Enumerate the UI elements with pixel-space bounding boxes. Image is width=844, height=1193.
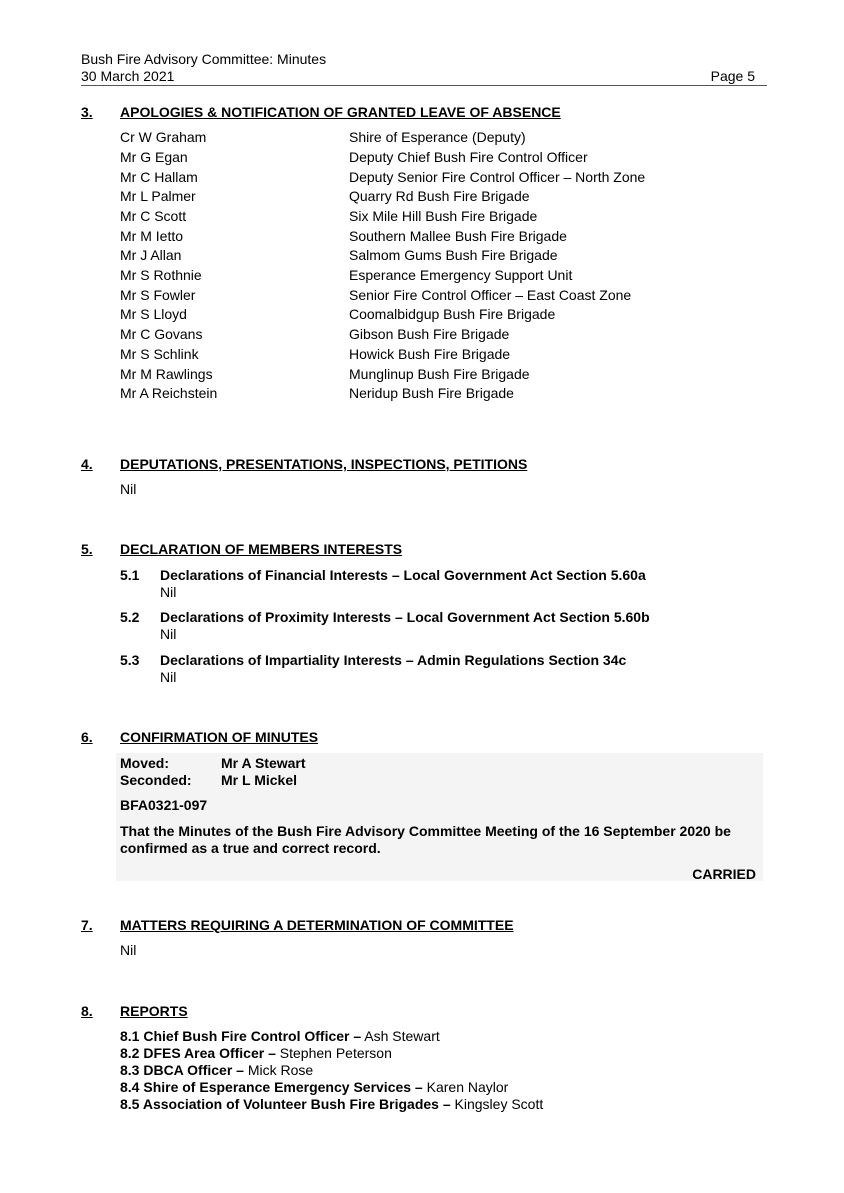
apology-role: Esperance Emergency Support Unit: [349, 267, 573, 283]
declaration-value: Nil: [160, 584, 177, 600]
header-divider: [81, 85, 767, 86]
apology-role: Senior Fire Control Officer – East Coast Zone: [349, 287, 632, 303]
apology-role: Deputy Chief Bush Fire Control Officer: [349, 149, 588, 165]
apology-role: Salmom Gums Bush Fire Brigade: [349, 247, 558, 263]
declaration-title: Declarations of Financial Interests – Local Government Act Section 5.60a: [160, 567, 646, 583]
report-person: Kingsley Scott: [454, 1096, 544, 1112]
apology-role: Shire of Esperance (Deputy): [349, 129, 526, 145]
apology-role: Quarry Rd Bush Fire Brigade: [349, 188, 530, 204]
report-label: 8.4 Shire of Esperance Emergency Services –: [120, 1079, 423, 1095]
apology-role: Southern Mallee Bush Fire Brigade: [349, 228, 567, 244]
section-7-body: Nil: [120, 942, 137, 958]
report-item: [120, 1096, 543, 1113]
declaration-number: 5.3: [120, 652, 140, 668]
apology-name: Mr G Egan: [120, 149, 188, 165]
apology-role: Deputy Senior Fire Control Officer – North Zone: [349, 169, 646, 185]
section-6-title: CONFIRMATION OF MINUTES: [120, 729, 319, 745]
report-person: Ash Stewart: [364, 1028, 440, 1044]
apology-name: Mr S Fowler: [120, 287, 196, 303]
declaration-value: Nil: [160, 626, 177, 642]
section-3-number: 3.: [81, 104, 93, 120]
apology-name: Mr S Rothnie: [120, 267, 202, 283]
meeting-date: 30 March 2021: [81, 68, 175, 84]
declaration-number: 5.1: [120, 567, 140, 583]
page-number: Page 5: [710, 68, 755, 84]
apology-role: Coomalbidgup Bush Fire Brigade: [349, 306, 556, 322]
report-label: 8.3 DBCA Officer –: [120, 1062, 244, 1078]
apology-role: Munglinup Bush Fire Brigade: [349, 366, 530, 382]
report-person: Karen Naylor: [426, 1079, 509, 1095]
apology-name: Mr L Palmer: [120, 188, 196, 204]
apology-name: Mr J Allan: [120, 247, 182, 263]
document-title: Bush Fire Advisory Committee: Minutes: [81, 51, 327, 67]
section-4-title: DEPUTATIONS, PRESENTATIONS, INSPECTIONS, PETITIONS: [120, 456, 528, 472]
apology-name: Mr S Lloyd: [120, 306, 187, 322]
report-item: [120, 1045, 392, 1062]
moved-value: Mr A Stewart: [221, 755, 306, 771]
section-5-title: DECLARATION OF MEMBERS INTERESTS: [120, 541, 403, 557]
report-item: [120, 1079, 508, 1096]
section-4-body: Nil: [120, 481, 137, 497]
moved-label: Moved:: [120, 755, 169, 771]
apology-name: Mr A Reichstein: [120, 385, 218, 401]
apology-name: Mr C Scott: [120, 208, 187, 224]
section-8-number: 8.: [81, 1003, 93, 1019]
section-5-number: 5.: [81, 541, 93, 557]
apology-role: Gibson Bush Fire Brigade: [349, 326, 510, 342]
declaration-value: Nil: [160, 669, 177, 685]
seconded-label: Seconded:: [120, 772, 192, 788]
declaration-title: Declarations of Impartiality Interests – Admin Regulations Section 34c: [160, 652, 627, 668]
report-label: 8.1 Chief Bush Fire Control Officer –: [120, 1028, 362, 1044]
apology-role: Neridup Bush Fire Brigade: [349, 385, 514, 401]
section-8-title: REPORTS: [120, 1003, 188, 1019]
section-7-number: 7.: [81, 917, 93, 933]
resolution-reference: BFA0321-097: [120, 797, 208, 813]
report-person: Stephen Peterson: [279, 1045, 392, 1061]
apology-name: Cr W Graham: [120, 129, 207, 145]
section-3-title: APOLOGIES & NOTIFICATION OF GRANTED LEAVE OF ABSENCE: [120, 104, 561, 120]
declaration-number: 5.2: [120, 609, 140, 625]
section-7-title: MATTERS REQUIRING A DETERMINATION OF COMMITTEE: [120, 917, 514, 933]
apology-name: Mr C Hallam: [120, 169, 198, 185]
apology-role: Howick Bush Fire Brigade: [349, 346, 511, 362]
report-label: 8.5 Association of Volunteer Bush Fire Brigades –: [120, 1096, 451, 1112]
declaration-title: Declarations of Proximity Interests – Local Government Act Section 5.60b: [160, 609, 650, 625]
seconded-value: Mr L Mickel: [221, 772, 297, 788]
apology-name: Mr M Ietto: [120, 228, 184, 244]
section-6-number: 6.: [81, 729, 93, 745]
report-person: Mick Rose: [247, 1062, 314, 1078]
motion-result: CARRIED: [692, 866, 756, 882]
page-header: [81, 51, 767, 85]
section-4-number: 4.: [81, 456, 93, 472]
report-item: [120, 1062, 313, 1079]
motion-box: [116, 753, 763, 881]
apology-name: Mr S Schlink: [120, 346, 199, 362]
apology-name: Mr C Govans: [120, 326, 203, 342]
report-label: 8.2 DFES Area Officer –: [120, 1045, 276, 1061]
report-item: [120, 1028, 440, 1045]
apology-role: Six Mile Hill Bush Fire Brigade: [349, 208, 538, 224]
resolution-text: That the Minutes of the Bush Fire Advisory Committee Meeting of the 16 September 2020 be confirmed as a true and correct record.: [120, 823, 731, 856]
apology-name: Mr M Rawlings: [120, 366, 213, 382]
